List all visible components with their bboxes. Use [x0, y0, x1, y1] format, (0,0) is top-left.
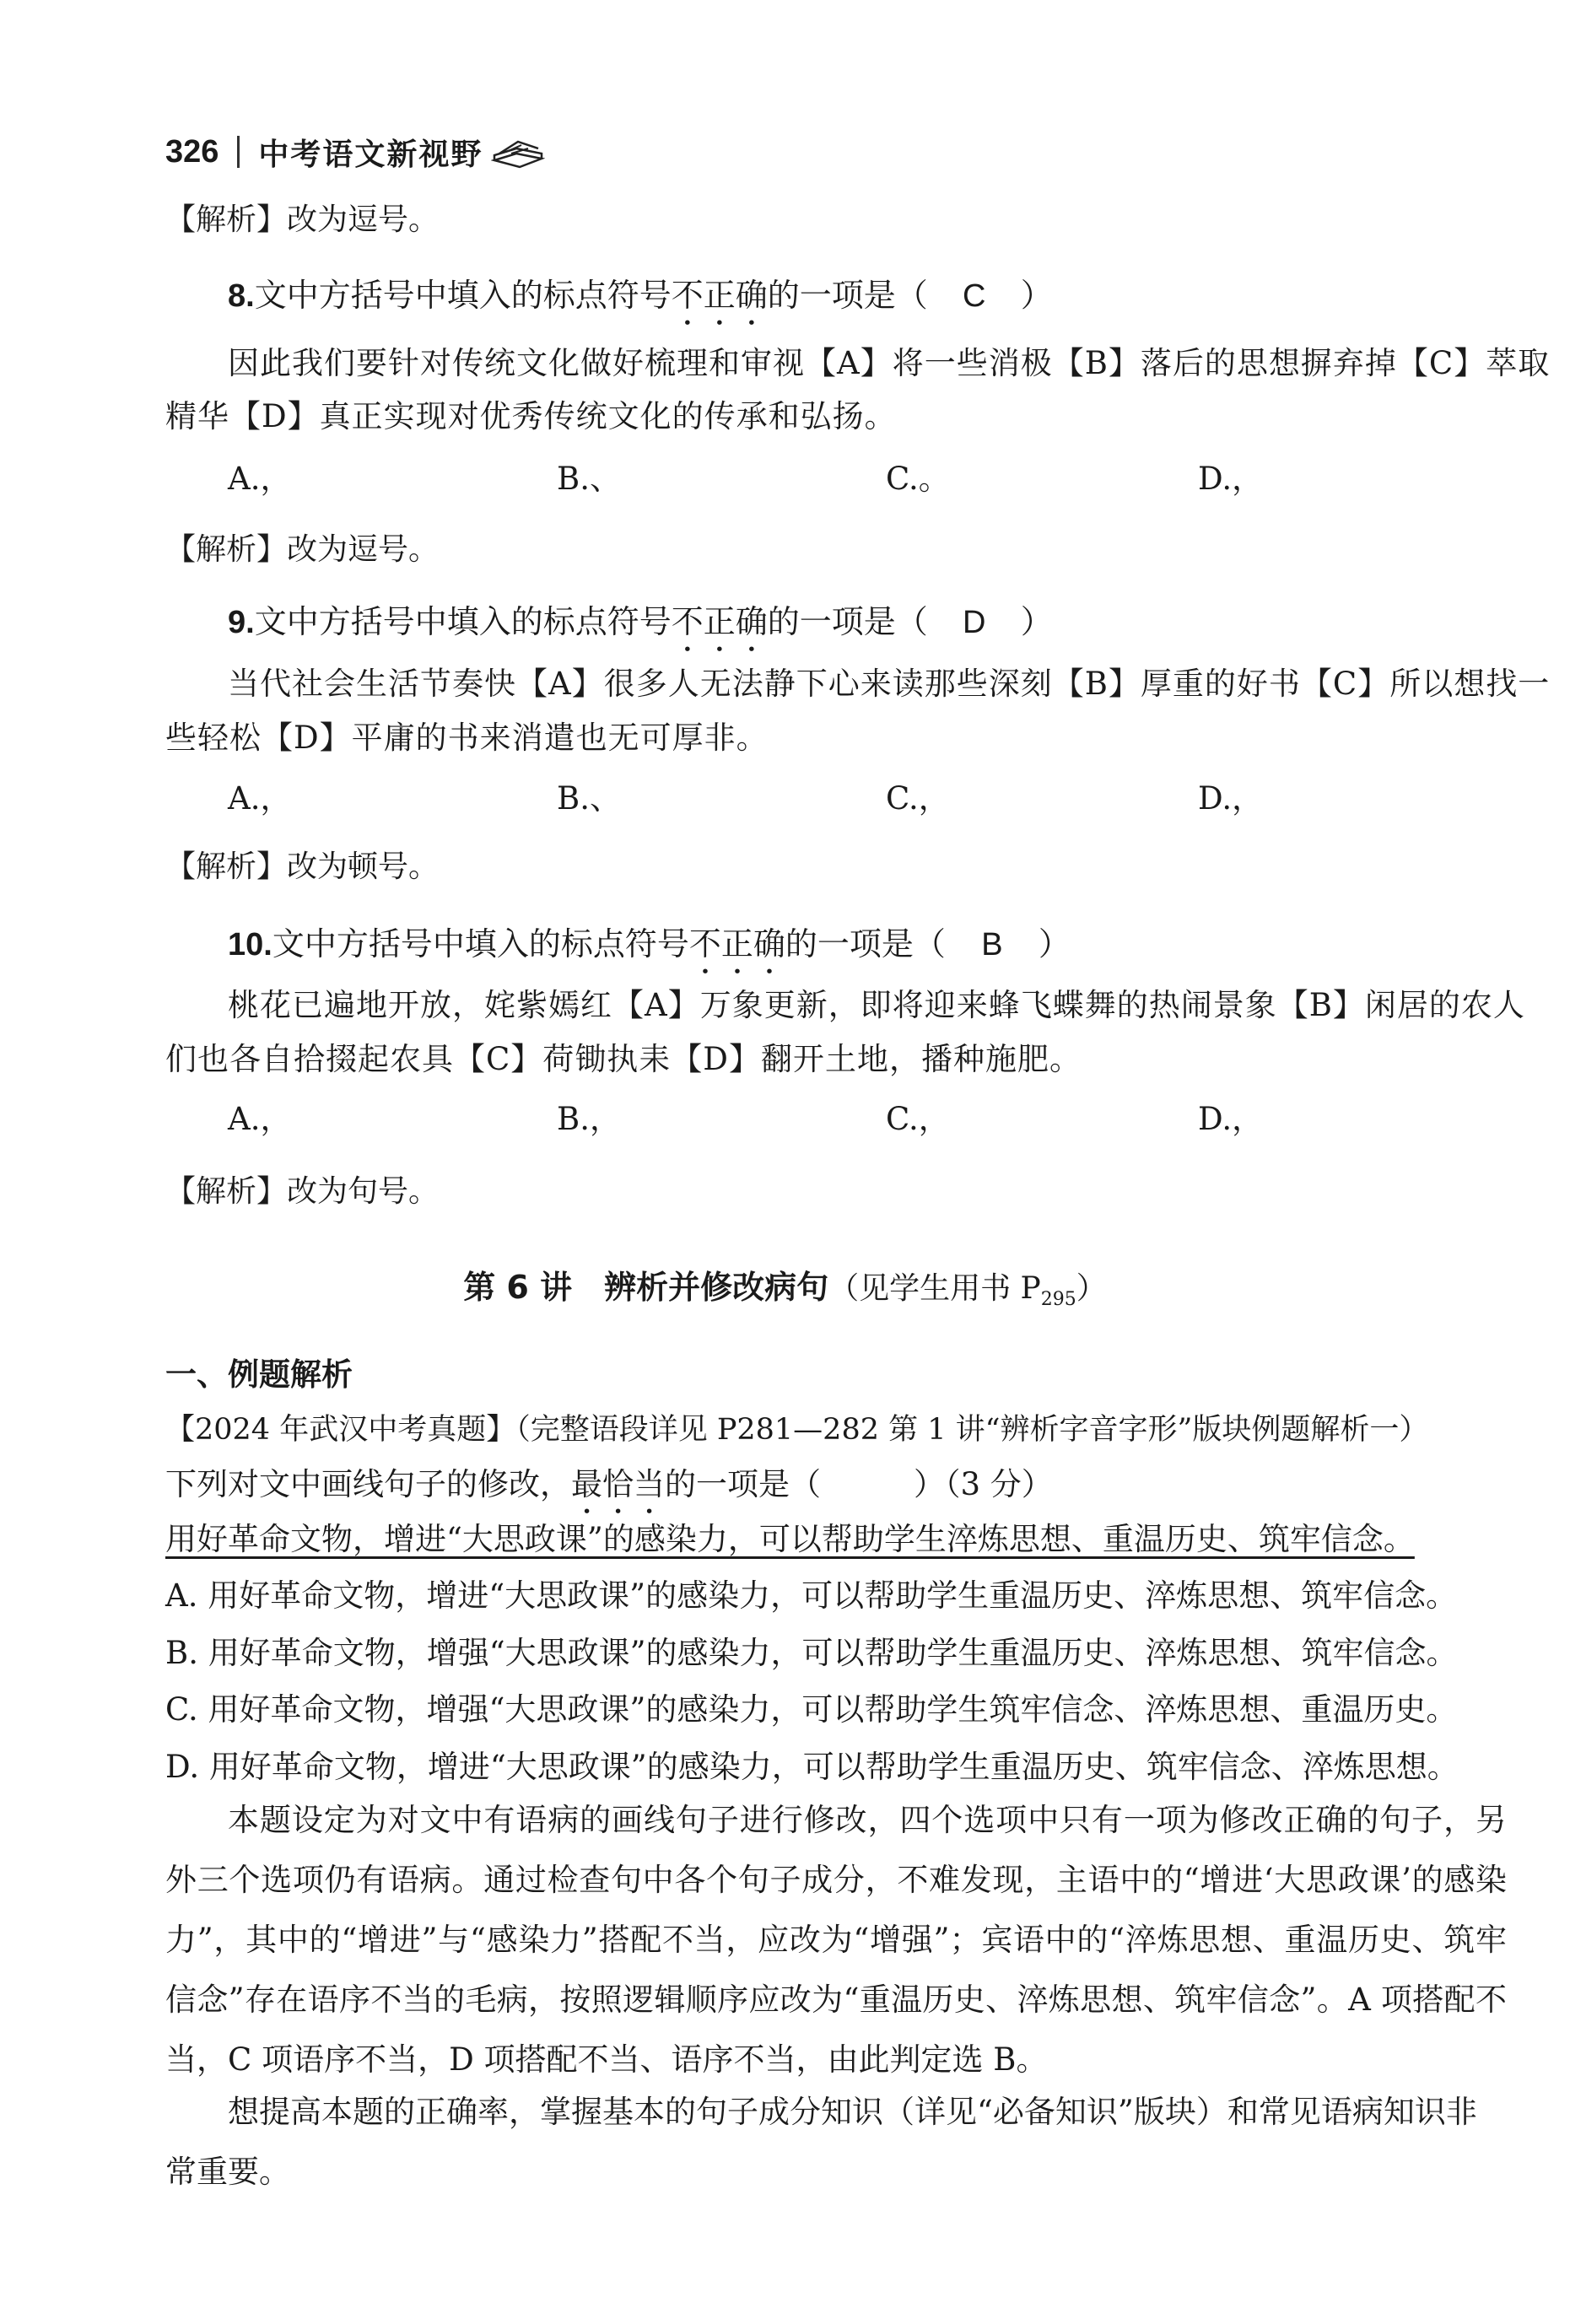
answer-letter: D — [963, 605, 986, 640]
page-header — [165, 118, 545, 186]
example-option-c: C. 用好革命文物，增强“大思政课”的感染力，可以帮助学生筑牢信念、淬炼思想、重温历史。 — [165, 1691, 1458, 1728]
question-9-stem — [228, 601, 1053, 659]
option-a: A.， — [228, 461, 292, 497]
option-a: A.， — [228, 780, 292, 817]
stem-emphasis: 不正确 — [671, 277, 768, 314]
option-c: C.， — [886, 780, 950, 817]
question-10-passage-line-2: 们也各自拾掇起农具【C】荷锄执耒【D】翻开土地，播种施肥。 — [165, 1041, 1082, 1077]
question-10-passage-line-1: 桃花已遍地开放，姹紫嫣红【A】万象更新，即将迎来蜂飞蝶舞的热闹景象【B】闲居的农人 — [228, 987, 1525, 1023]
question-text: ）（3 分） — [914, 1466, 1053, 1502]
book-title: 中考语文新视野 — [258, 137, 483, 172]
stem-text: 的一项是（ — [767, 603, 928, 640]
question-8-analysis: 【解析】改为逗号。 — [165, 532, 440, 567]
question-10-analysis: 【解析】改为句号。 — [165, 1174, 440, 1209]
stem-emphasis: 不正确 — [688, 925, 785, 962]
question-number: 10. — [228, 927, 272, 962]
option-d: D.， — [1198, 1101, 1264, 1137]
option-b: B.， — [557, 1101, 621, 1137]
lecture-title — [0, 1265, 1570, 1322]
example-option-a: A. 用好革命文物，增进“大思政课”的感染力，可以帮助学生重温历史、淬炼思想、筑牢信念。 — [165, 1577, 1458, 1614]
section-title: 一、例题解析 — [165, 1356, 353, 1393]
question-number: 8. — [228, 278, 255, 314]
stem-text: 的一项是（ — [767, 277, 928, 314]
top-analysis: 【解析】改为逗号。 — [165, 202, 440, 237]
stem-emphasis: 不正确 — [671, 603, 768, 640]
question-text: 下列对文中画线句子的修改， — [165, 1466, 571, 1502]
question-text: 的一项是（ — [665, 1466, 821, 1502]
question-8-passage-line-2: 精华【D】真正实现对优秀传统文化的传承和弘扬。 — [165, 398, 897, 434]
question-9-analysis: 【解析】改为顿号。 — [165, 849, 440, 884]
example-option-b: B. 用好革命文物，增强“大思政课”的感染力，可以帮助学生重温历史、淬炼思想、筑牢信念。 — [165, 1635, 1458, 1671]
option-b: B.、 — [557, 780, 621, 817]
option-d: D.， — [1198, 780, 1264, 817]
explanation-paragraph-2: 想提高本题的正确率，掌握基本的句子成分知识（详见“必备知识”版块）和常见语病知识非常重要。 — [165, 2094, 1477, 2190]
answer-letter: B — [981, 927, 1003, 962]
ref-text: ） — [1076, 1271, 1107, 1306]
question-8-passage-line-1: 因此我们要针对传统文化做好梳理和审视【A】将一些消极【B】落后的思想摒弃掉【C】萃取 — [228, 345, 1551, 381]
question-10-stem — [228, 923, 1071, 981]
stem-text: 文中方括号中填入的标点符号 — [254, 277, 672, 314]
book-icon — [491, 135, 545, 169]
stem-text: ） — [1038, 925, 1071, 962]
stem-text: 的一项是（ — [785, 925, 946, 962]
lecture-reference — [828, 1271, 1107, 1311]
question-9-passage-line-1: 当代社会生活节奏快【A】很多人无法静下心来读那些深刻【B】厚重的好书【C】所以想找一 — [228, 666, 1551, 702]
question-emphasis: 最恰当 — [571, 1466, 665, 1502]
example-question — [165, 1464, 1053, 1521]
lecture-heading: 第 6 讲 辨析并修改病句 — [463, 1269, 829, 1306]
page-number: 326 — [165, 133, 219, 170]
ref-page: 295 — [1040, 1289, 1076, 1311]
question-8-stem — [228, 274, 1053, 332]
question-number: 9. — [228, 605, 255, 640]
option-b: B.、 — [557, 461, 621, 497]
header-divider — [237, 136, 240, 168]
example-option-d: D. 用好革命文物，增进“大思政课”的感染力，可以帮助学生重温历史、筑牢信念、淬炼思想。 — [165, 1749, 1459, 1785]
option-d: D.， — [1198, 461, 1264, 497]
ref-text: （见学生用书 P — [828, 1271, 1041, 1306]
stem-text: ） — [1020, 603, 1053, 640]
question-9-passage-line-2: 些轻松【D】平庸的书来消遣也无可厚非。 — [165, 720, 769, 756]
example-source: 【2024 年武汉中考真题】（完整语段详见 P281—282 第 1 讲“辨析字音字形”版块例题解析一） — [165, 1413, 1429, 1447]
option-a: A.， — [228, 1101, 292, 1137]
answer-letter: C — [963, 278, 986, 314]
explanation-paragraph-1: 本题设定为对文中有语病的画线句子进行修改，四个选项中只有一项为修改正确的句子，另外三个选项仍有语病。通过检查句中各个句子成分，不难发现，主语中的“增进‘大思政课’的感染力”，其中的“增进”与“感染力”搭配不当，应改为“增强”；宾语中的“淬炼思想、重温历史、筑牢信念”存在语序不当的毛病，按照逻辑顺序应改为“重温历史、淬炼思想、筑牢信念”。A 项搭配不当，C 项语序不当，D 项搭配不当、语序不当，由此判定选 B。 — [165, 1802, 1507, 2078]
option-c: C.， — [886, 1101, 950, 1137]
stem-text: 文中方括号中填入的标点符号 — [254, 603, 672, 640]
option-c: C.。 — [886, 461, 950, 497]
stem-text: 文中方括号中填入的标点符号 — [272, 925, 689, 962]
underlined-sentence: 用好革命文物，增进“大思政课”的感染力，可以帮助学生淬炼思想、重温历史、筑牢信念。 — [165, 1521, 1415, 1557]
stem-text: ） — [1020, 277, 1053, 314]
